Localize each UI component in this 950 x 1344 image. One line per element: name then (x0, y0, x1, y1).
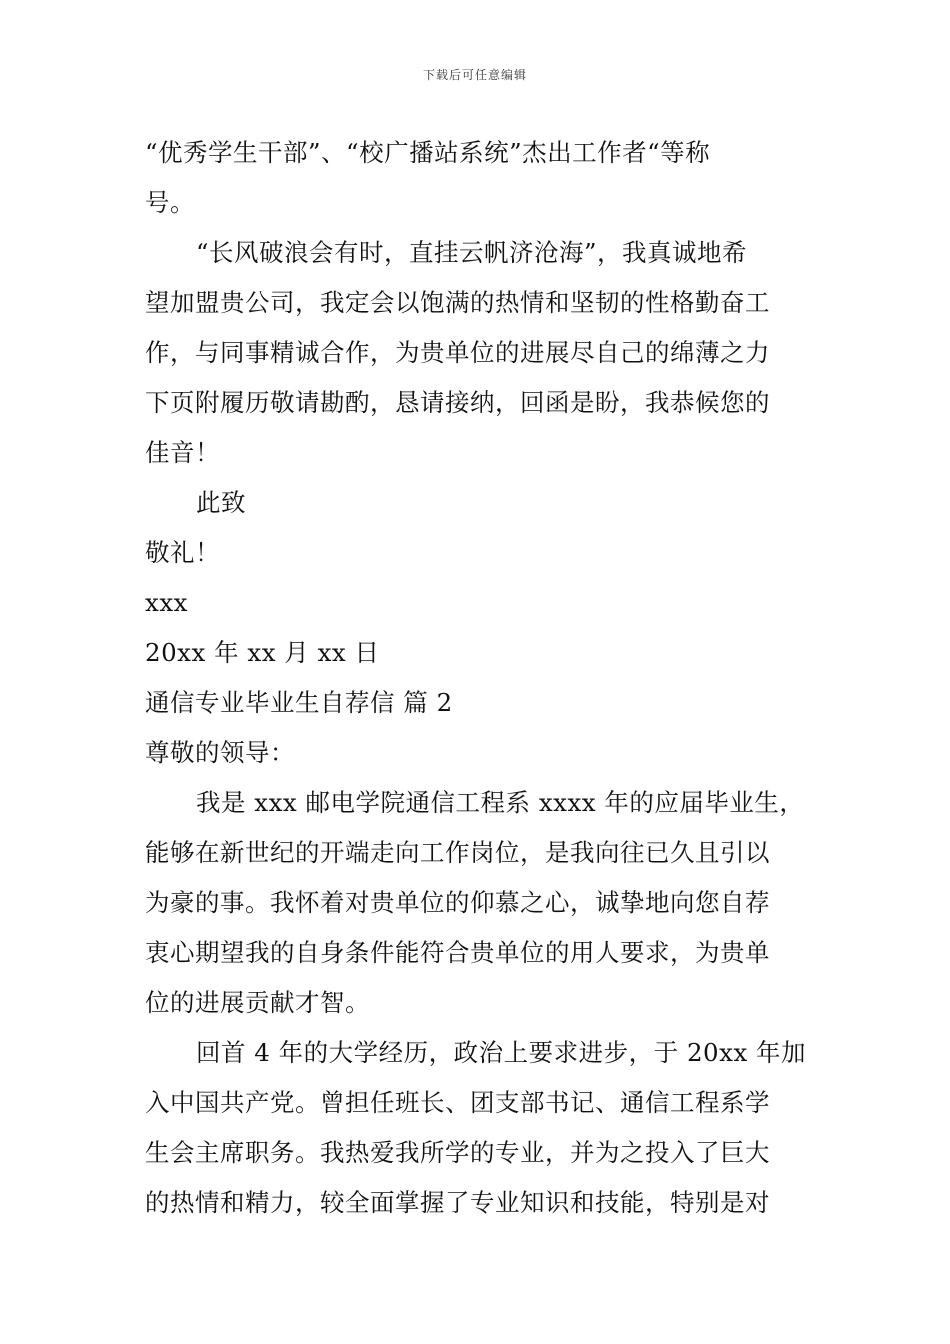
text-line: 的热情和精力，较全面掌握了专业知识和技能，特别是对 (145, 1188, 770, 1217)
letter-date: 20xx 年 xx 月 xx 日 (145, 638, 380, 667)
text-line: “长风破浪会有时，直挂云帆济沧海”，我真诚地希 (196, 238, 748, 267)
text-line: 衷心期望我的自身条件能符合贵单位的用人要求，为贵单 (145, 938, 770, 967)
text-line: 号。 (145, 188, 195, 217)
text-line: 生会主席职务。我热爱我所学的专业，并为之投入了巨大 (145, 1138, 770, 1167)
page-header: 下载后可任意编辑 (422, 68, 527, 82)
closing-salutation: 此致 (196, 488, 246, 517)
text-line: 为豪的事。我怀着对贵单位的仰慕之心，诚挚地向您自荐 (145, 888, 770, 917)
text-line: “优秀学生干部”、“校广播站系统”杰出工作者“等称 (145, 138, 711, 167)
document-body (145, 128, 810, 1228)
closing-regards: 敬礼！ (145, 538, 220, 567)
section-title: 通信专业毕业生自荐信 篇 2 (145, 688, 453, 717)
text-line: 望加盟贵公司，我定会以饱满的热情和坚韧的性格勤奋工 (145, 288, 770, 317)
text-line: 能够在新世纪的开端走向工作岗位，是我向往已久且引以 (145, 838, 770, 867)
text-line: 下页附履历敬请勘酌，恳请接纳，回函是盼，我恭候您的 (145, 388, 770, 417)
text-line: 位的进展贡献才智。 (145, 988, 370, 1017)
text-line: 我是 xxx 邮电学院通信工程系 xxxx 年的应届毕业生， (196, 788, 805, 817)
text-line: 入中国共产党。曾担任班长、团支部书记、通信工程系学 (145, 1088, 770, 1117)
text-line: 作，与同事精诚合作，为贵单位的进展尽自己的绵薄之力 (145, 338, 770, 367)
signature-name: xxx (145, 588, 188, 617)
text-line: 回首 4 年的大学经历，政治上要求进步，于 20xx 年加 (196, 1038, 807, 1067)
text-line: 佳音！ (145, 438, 220, 467)
letter-greeting: 尊敬的领导： (145, 738, 295, 767)
